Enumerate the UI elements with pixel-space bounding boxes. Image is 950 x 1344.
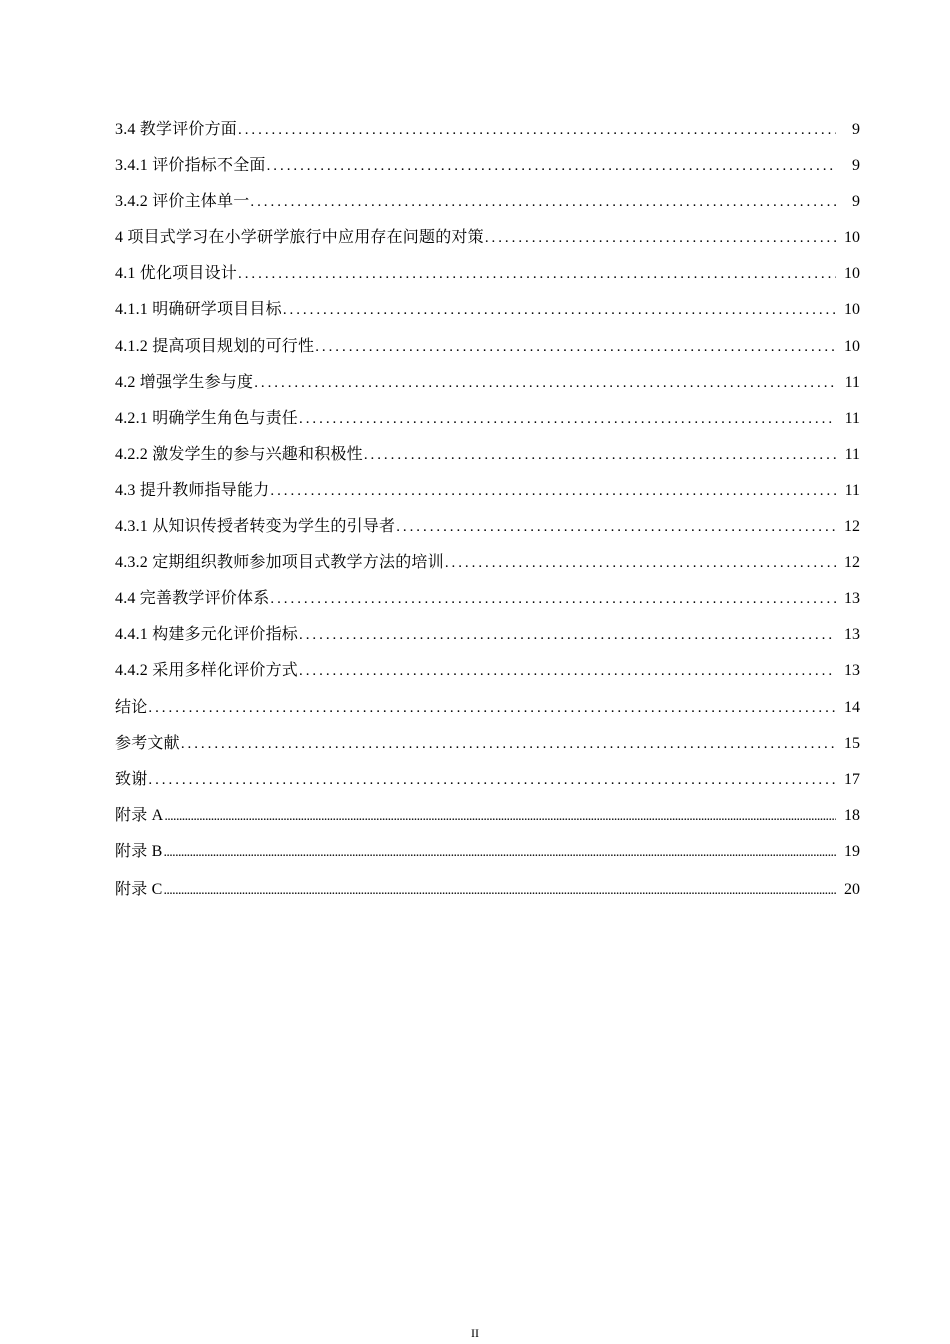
toc-entry[interactable] [115, 834, 860, 870]
toc-entry-page: 20 [844, 880, 860, 898]
toc-entry[interactable] [115, 220, 860, 256]
toc-dot-leader [238, 256, 836, 292]
toc-entry[interactable] [115, 329, 860, 365]
toc-entry-title: 4.2.1 明确学生角色与责任 [115, 409, 299, 427]
toc-dot-leader [283, 292, 836, 328]
toc-dot-leader [270, 473, 836, 509]
toc-dot-leader [445, 545, 836, 581]
toc-entry[interactable] [115, 872, 860, 908]
toc-dot-leader [299, 401, 836, 437]
toc-entry-page: 13 [844, 590, 860, 608]
toc-entry-title: 4.1.1 明确研学项目目标 [115, 301, 282, 319]
toc-entry-page: 9 [852, 193, 860, 211]
toc-entry-title: 4.4.1 构建多元化评价指标 [115, 626, 299, 644]
toc-dot-leader [148, 762, 836, 798]
toc-entry-page: 11 [844, 445, 860, 463]
toc-entry[interactable] [115, 112, 860, 148]
toc-entry-title: 3.4.2 评价主体单一 [115, 193, 250, 211]
toc-entry-title: 4.3.2 定期组织教师参加项目式教学方法的培训 [115, 554, 444, 572]
toc-entry[interactable] [115, 184, 860, 220]
toc-entry-page: 17 [844, 770, 860, 788]
toc-entry-title: 4.1.2 提高项目规划的可行性 [115, 337, 315, 355]
toc-entry-title: 4.3.1 从知识传授者转变为学生的引导者 [115, 518, 396, 536]
toc-entry[interactable] [115, 148, 860, 184]
toc-entry-title: 4.4 完善教学评价体系 [115, 590, 270, 608]
toc-entry-page: 18 [844, 806, 860, 824]
toc-entry-page: 11 [844, 481, 860, 499]
toc-entry-page: 10 [844, 337, 860, 355]
toc-dot-leader [396, 509, 836, 545]
toc-entry[interactable] [115, 545, 860, 581]
toc-entry[interactable] [115, 365, 860, 401]
toc-entry-page: 10 [844, 229, 860, 247]
toc-entry-page: 11 [844, 373, 860, 391]
toc-dot-leader [250, 184, 836, 220]
toc-entry-title: 附录 C [115, 880, 163, 898]
toc-entry-page: 15 [844, 734, 860, 752]
toc-dot-leader [267, 148, 836, 184]
toc-entry[interactable] [115, 617, 860, 653]
toc-entry-page: 14 [844, 698, 860, 716]
toc-entry[interactable] [115, 798, 860, 834]
toc-entry-page: 9 [852, 121, 860, 138]
toc-entry[interactable] [115, 509, 860, 545]
toc-entry[interactable] [115, 690, 860, 726]
toc-entry-title: 结论 [115, 698, 148, 716]
toc-dot-leader [270, 581, 836, 617]
toc-dot-leader [148, 690, 836, 726]
toc-entry-page: 19 [844, 842, 860, 860]
toc-entry-title: 附录 B [115, 842, 163, 860]
toc-entry-page: 11 [844, 409, 860, 427]
toc-entry-page: 12 [844, 518, 860, 536]
toc-entry-title: 4.4.2 采用多样化评价方式 [115, 662, 299, 680]
toc-dot-leader [364, 437, 836, 473]
toc-dot-leader [299, 653, 836, 689]
toc-entry[interactable] [115, 401, 860, 437]
toc-dot-leader [254, 365, 836, 401]
toc-dot-leader [163, 834, 836, 871]
toc-dot-leader [299, 617, 836, 653]
toc-entry-page: 13 [844, 626, 860, 644]
toc-entry-title: 3.4 教学评价方面 [115, 121, 238, 138]
toc-dot-leader [164, 798, 836, 835]
toc-dot-leader [163, 872, 836, 909]
toc-entry-page: 10 [844, 301, 860, 319]
toc-entry-page: 10 [844, 265, 860, 283]
toc-entry[interactable] [115, 292, 860, 328]
toc-entry-page: 13 [844, 662, 860, 680]
toc-entry-page: 9 [852, 157, 860, 175]
toc-entry[interactable] [115, 762, 860, 798]
toc-entry-title: 致谢 [115, 770, 148, 788]
toc-entry-page: 12 [844, 554, 860, 572]
toc-dot-leader [181, 726, 836, 762]
toc-dot-leader [485, 220, 836, 256]
toc-entry-title: 4.2.2 激发学生的参与兴趣和积极性 [115, 445, 363, 463]
toc-entry[interactable] [115, 726, 860, 762]
toc-entry[interactable] [115, 653, 860, 689]
toc-entry-title: 4.1 优化项目设计 [115, 265, 238, 283]
toc-entry-title: 参考文献 [115, 734, 180, 752]
toc-entry[interactable] [115, 473, 860, 509]
toc-entry[interactable] [115, 437, 860, 473]
toc-entry-title: 3.4.1 评价指标不全面 [115, 157, 266, 175]
toc-entry[interactable] [115, 581, 860, 617]
toc-entry-title: 附录 A [115, 806, 164, 824]
toc-dot-leader [238, 112, 836, 148]
toc-entry-title: 4.2 增强学生参与度 [115, 373, 254, 391]
toc-dot-leader [315, 329, 836, 365]
page-number: II [471, 1326, 479, 1340]
toc-entry-title: 4 项目式学习在小学研学旅行中应用存在问题的对策 [115, 229, 484, 247]
toc-entry[interactable] [115, 256, 860, 292]
toc-entry-title: 4.3 提升教师指导能力 [115, 481, 270, 499]
table-of-contents [115, 112, 860, 908]
